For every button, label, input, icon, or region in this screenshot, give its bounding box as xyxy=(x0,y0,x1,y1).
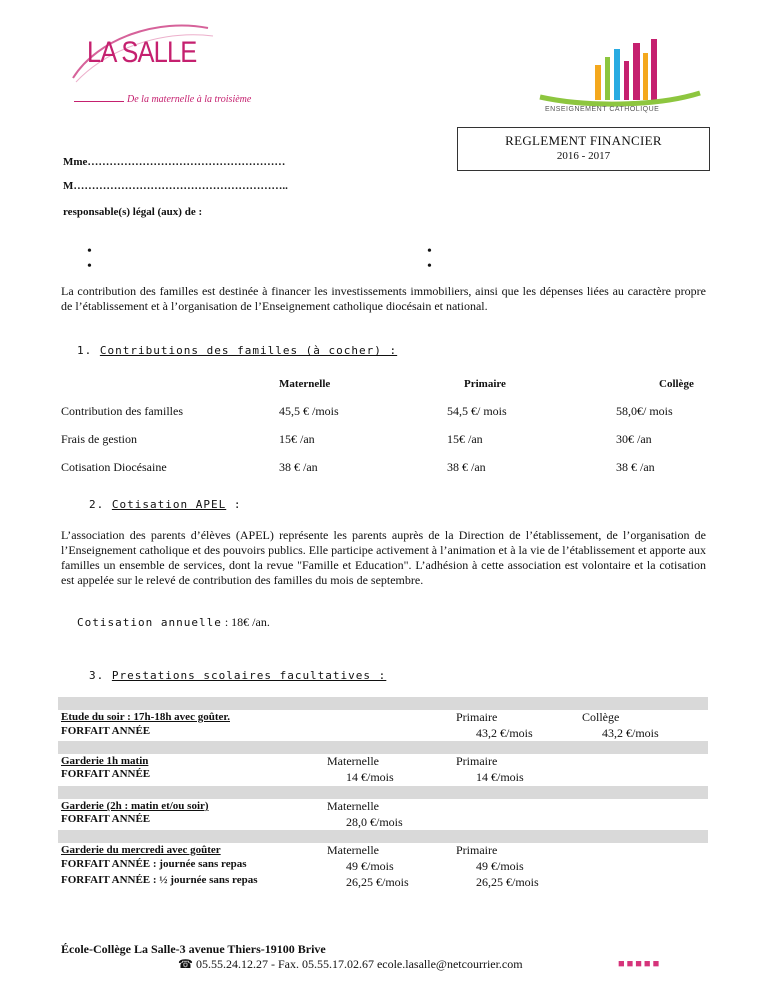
row-label: Contribution des familles xyxy=(61,404,183,418)
annual-fee xyxy=(77,615,270,630)
maternelle-price: 49 €/mois xyxy=(346,859,394,873)
college-price: 43,2 €/mois xyxy=(602,726,659,740)
section-3-number: 3. xyxy=(89,669,105,682)
maternelle-label: Maternelle xyxy=(327,754,379,768)
intro-paragraph: La contribution des familles est destinée à financer les investissements immobiliers, ainsi que les dépenses liées au caractère propre de l’établissement et à l’organisation de l’Enseignement catholique diocésain et national. xyxy=(61,284,706,313)
school-year: 2016 - 2017 xyxy=(556,150,611,162)
title-box xyxy=(457,127,710,171)
cell-value: 15€ /an xyxy=(447,432,483,446)
footer-address: École-Collège La Salle-3 avenue Thiers-19100 Brive xyxy=(61,942,326,956)
primaire-price: 14 €/mois xyxy=(476,770,524,784)
logo-tagline: De la maternelle à la troisième xyxy=(127,94,252,105)
la-salle-logo-text: LA SALLE xyxy=(87,36,197,69)
apel-paragraph: L’association des parents d’élèves (APEL) représente les parents auprès de la Direction de l’établissement, de l’organisation de l’Enseignement catholique et des pouvoirs publics. Elle participe activement à l’animation et à la vie de l’établissement et apporte aux familles un ensemble de services, dont la revue "Famille et Education". L’adhésion à cette association est volontaire et la cotisation est appelée sur le relevé de contribution des familles du mois de septembre. xyxy=(61,528,706,587)
bullet: • xyxy=(427,244,432,259)
prestation-forfait: FORFAIT ANNÉE xyxy=(61,768,151,780)
cell-value: 54,5 €/ mois xyxy=(447,404,507,418)
college-label: Collège xyxy=(582,710,620,724)
prestation-title: Garderie (2h : matin et/ou soir) xyxy=(61,800,209,812)
annual-fee-label: Cotisation annuelle xyxy=(77,616,222,629)
cell-value: 15€ /an xyxy=(279,432,315,446)
maternelle-label: Maternelle xyxy=(327,843,379,857)
cell-value: 38 € /an xyxy=(616,460,655,474)
primaire-price-half: 26,25 €/mois xyxy=(476,875,539,889)
col-college: Collège xyxy=(659,378,694,390)
footer-contact xyxy=(178,957,523,972)
maternelle-label: Maternelle xyxy=(327,799,379,813)
table-separator-band xyxy=(58,741,708,754)
section-2-number: 2. xyxy=(89,498,105,511)
section-2-title: Cotisation APEL xyxy=(111,498,227,511)
prestation-title: Garderie 1h matin xyxy=(61,755,149,767)
footer-contact-text: 05.55.24.12.27 - Fax. 05.55.17.02.67 ecole.lasalle@netcourrier.com xyxy=(195,957,523,971)
section-1-number: 1. xyxy=(77,344,93,357)
section-2-colon: : xyxy=(233,498,242,511)
cell-value: 58,0€/ mois xyxy=(616,404,673,418)
prestation-forfait: FORFAIT ANNÉE xyxy=(61,725,151,737)
maternelle-price-half: 26,25 €/mois xyxy=(346,875,409,889)
section-3-heading xyxy=(89,669,386,682)
m-field: M………………………………………………….. xyxy=(63,180,288,192)
section-2-heading xyxy=(89,498,241,511)
bullet: • xyxy=(87,244,92,259)
bullet: • xyxy=(87,259,92,274)
table-separator-band xyxy=(58,697,708,710)
primaire-label: Primaire xyxy=(456,843,498,857)
cell-value: 30€ /an xyxy=(616,432,652,446)
responsables-label: responsable(s) légal (aux) de : xyxy=(63,206,203,218)
primaire-label: Primaire xyxy=(456,754,498,768)
prestation-forfait-half: FORFAIT ANNÉE : ½ journée sans repas xyxy=(61,874,258,886)
table-separator-band xyxy=(58,830,708,843)
row-label: Cotisation Diocésaine xyxy=(61,460,167,474)
prestation-title: Garderie du mercredi avec goûter xyxy=(61,844,221,856)
maternelle-price: 28,0 €/mois xyxy=(346,815,403,829)
cell-value: 38 € /an xyxy=(447,460,486,474)
table-separator-band xyxy=(58,786,708,799)
prestation-forfait: FORFAIT ANNÉE : journée sans repas xyxy=(61,858,247,870)
bullet: • xyxy=(427,259,432,274)
ec-logo-text: ENSEIGNEMENT CATHOLIQUE xyxy=(545,106,660,113)
section-1-title: Contributions des familles (à cocher) : xyxy=(99,344,398,357)
primaire-label: Primaire xyxy=(456,710,498,724)
mme-field: Mme……………………………………………… xyxy=(63,156,286,168)
prestation-title: Etude du soir : 17h-18h avec goûter. xyxy=(61,711,230,723)
col-primaire: Primaire xyxy=(464,378,506,390)
row-label: Frais de gestion xyxy=(61,432,137,446)
phone-icon: ☎ xyxy=(178,957,193,971)
cell-value: 38 € /an xyxy=(279,460,318,474)
col-maternelle: Maternelle xyxy=(279,378,331,390)
decorative-squares: ■■■■■ xyxy=(618,958,662,970)
section-1-heading xyxy=(77,344,397,357)
logo-divider-line xyxy=(74,101,124,102)
section-3-title: Prestations scolaires facultatives : xyxy=(111,669,387,682)
primaire-price: 49 €/mois xyxy=(476,859,524,873)
cell-value: 45,5 € /mois xyxy=(279,404,339,418)
enseignement-catholique-logo xyxy=(535,35,705,115)
primaire-price: 43,2 €/mois xyxy=(476,726,533,740)
prestation-forfait: FORFAIT ANNÉE xyxy=(61,813,151,825)
document-title: REGLEMENT FINANCIER xyxy=(505,133,662,148)
maternelle-price: 14 €/mois xyxy=(346,770,394,784)
annual-fee-value: : 18€ /an. xyxy=(224,615,270,629)
